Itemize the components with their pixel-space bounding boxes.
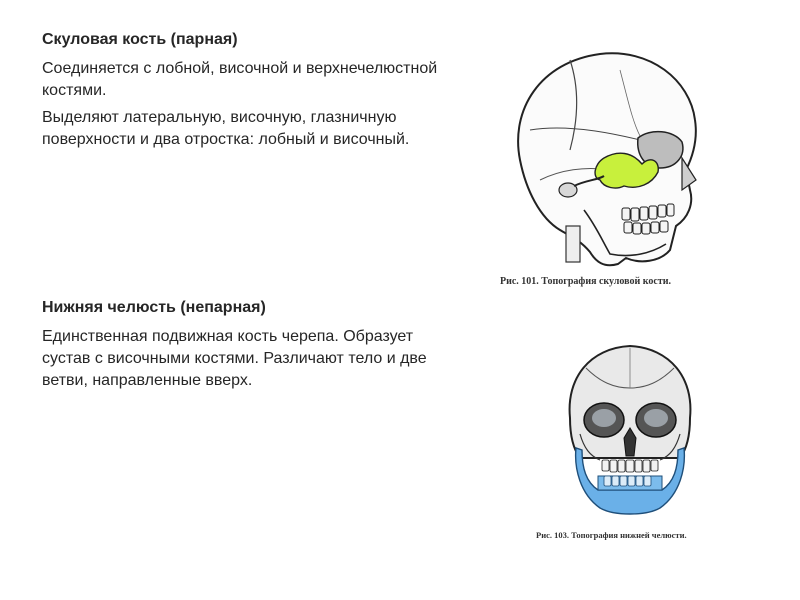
zygomatic-section (42, 28, 442, 156)
mandible-description-text: Единственная подвижная кость черепа. Образует сустав с височными костями. Различают тело и две ветви, направленные вверх. (42, 328, 427, 389)
mandible-figure-caption: Рис. 103. Топография нижней челюсти. (536, 530, 687, 540)
mandible-figure (530, 338, 730, 548)
zygomatic-heading: Скуловая кость (парная) (42, 31, 238, 48)
zygomatic-figure-caption: Рис. 101. Топография скуловой кости. (500, 276, 671, 287)
skull-frontal-icon (530, 338, 730, 523)
mandible-section (42, 296, 442, 397)
mandible-heading: Нижняя челюсть (непарная) (42, 299, 266, 316)
skull-lateral-icon (500, 40, 720, 270)
zygomatic-figure (500, 40, 720, 290)
zygomatic-surfaces-text: Выделяют латеральную, височную, глазничную поверхности и два отростка: лобный и височный. (42, 109, 410, 148)
zygomatic-connection-text: Соединяется с лобной, височной и верхнечелюстной костями. (42, 60, 438, 99)
